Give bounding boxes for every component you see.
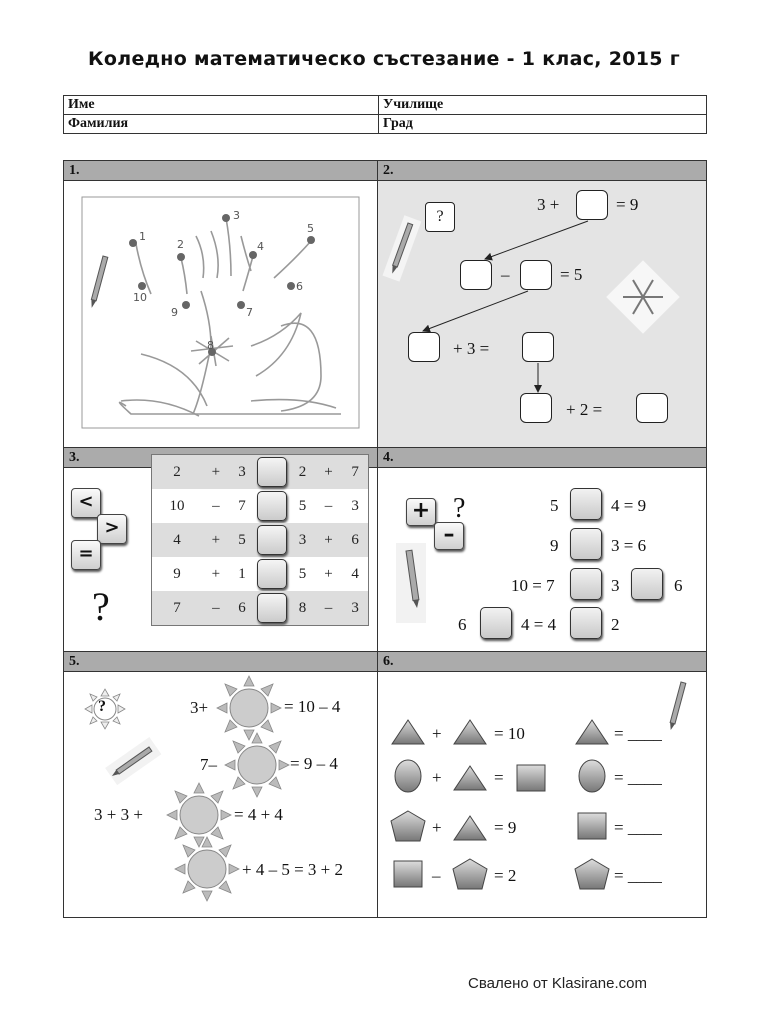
comparison-row — [152, 557, 369, 591]
equation-text: 10 = 7 — [511, 576, 555, 595]
answer-box[interactable] — [257, 593, 287, 623]
comparison-slot[interactable] — [254, 489, 290, 523]
comparison-value: 2 — [152, 455, 203, 490]
pentagon-icon — [453, 859, 487, 889]
equation-text: 3 + 3 + — [94, 805, 143, 824]
dot-label: 2 — [177, 238, 184, 251]
task-1 — [64, 161, 377, 447]
arrows — [378, 161, 706, 447]
dot-label: 10 — [133, 291, 147, 304]
answer-box[interactable] — [480, 607, 512, 639]
comparison-value: 5 — [230, 523, 254, 557]
equation-text: = 9 – 4 — [290, 754, 338, 773]
equation-text: 7– — [200, 755, 217, 774]
city-label: Град — [379, 115, 707, 134]
equation-text: + 2 = — [566, 400, 603, 419]
student-info-table — [63, 95, 707, 134]
triangle-icon — [454, 766, 486, 790]
equation-text: – — [501, 265, 510, 284]
comparison-value: – — [202, 591, 230, 626]
comparison-value: – — [212, 497, 220, 514]
comparison-value: 8 — [290, 591, 314, 626]
triangle-icon — [454, 816, 486, 840]
equation-text: 3+ — [190, 698, 209, 717]
triangle-icon — [576, 720, 608, 744]
minus-symbol[interactable]: – — [434, 522, 464, 550]
answer-box[interactable] — [570, 528, 602, 560]
comparison-value: 7 — [342, 455, 368, 490]
triangle-icon — [392, 720, 424, 744]
comparison-value: 3 — [351, 497, 359, 514]
comparison-row — [152, 523, 369, 557]
equation-text: 6 — [458, 615, 467, 634]
plus-symbol[interactable]: + — [406, 498, 436, 526]
dot-label: 5 — [307, 222, 314, 235]
circle-icon — [579, 760, 605, 792]
comparison-slot[interactable] — [254, 557, 290, 591]
question-mark: ? — [453, 493, 466, 524]
greater-than-symbol[interactable]: > — [97, 514, 127, 544]
sun-icon — [225, 733, 289, 797]
question-box: ? — [425, 202, 455, 232]
comparison-value: 5 — [298, 497, 307, 514]
pencil-icon — [396, 543, 426, 623]
equation-text: = 5 — [560, 265, 583, 284]
comparison-value: 6 — [230, 591, 254, 626]
dot-label: 7 — [246, 306, 253, 319]
equation-text: + — [432, 818, 442, 837]
task-number: 1. — [64, 161, 377, 181]
equation-text: 6 — [674, 576, 683, 595]
answer-box[interactable] — [257, 457, 287, 487]
task-number: 2. — [378, 161, 706, 181]
comparison-value: + — [202, 523, 230, 557]
comparison-row — [152, 489, 369, 523]
comparison-value: 3 — [290, 523, 314, 557]
triangle-icon — [454, 720, 486, 744]
comparison-value: – — [324, 497, 333, 514]
snowflake-icon — [606, 260, 680, 334]
question-mark: ? — [92, 584, 110, 629]
answer-box[interactable] — [257, 559, 287, 589]
equation-text: 9 — [550, 536, 559, 555]
equation-text: + 3 = — [453, 339, 490, 358]
comparison-row — [152, 591, 369, 626]
equation-text: 3 — [611, 576, 620, 595]
footer-source: Свалено от Klasirane.com — [468, 975, 647, 992]
comparison-slot[interactable] — [254, 591, 290, 626]
equation-text: = 4 + 4 — [234, 805, 283, 824]
square-icon — [517, 765, 545, 791]
answer-line[interactable]: = ____ — [614, 866, 662, 885]
comparison-value: 3 — [230, 455, 254, 490]
equation-text: 4 = 4 — [521, 615, 557, 634]
comparison-value: 10 — [169, 497, 185, 514]
dot-label: 1 — [139, 230, 146, 243]
equation-text: 4 = 9 — [611, 496, 647, 515]
task-5 — [64, 652, 377, 917]
comparison-slot[interactable] — [254, 455, 290, 490]
equation-text: + 4 – 5 = 3 + 2 — [242, 860, 344, 879]
answer-box[interactable] — [631, 568, 663, 600]
answer-box[interactable] — [570, 488, 602, 520]
comparison-value: 3 — [342, 591, 368, 626]
equation-text: – — [432, 866, 441, 885]
answer-line[interactable]: = ____ — [614, 724, 662, 743]
less-than-symbol[interactable]: < — [71, 488, 101, 518]
comparison-value: 5 — [298, 565, 307, 582]
sun-icon — [175, 837, 239, 901]
equation-text: = — [494, 768, 504, 787]
answer-box[interactable] — [570, 607, 602, 639]
comparison-value: – — [315, 591, 343, 626]
equation-text: 2 — [611, 615, 620, 634]
equation-text: = 9 — [494, 818, 517, 837]
surname-label: Фамилия — [64, 115, 379, 134]
comparison-value: + — [324, 565, 333, 582]
square-icon — [578, 813, 606, 839]
pentagon-icon — [575, 859, 609, 889]
pencil-icon — [383, 215, 422, 281]
equation-text: + — [432, 768, 442, 787]
comparison-value: 6 — [342, 523, 368, 557]
pencil-icon — [668, 682, 686, 731]
comparison-slot[interactable] — [254, 523, 290, 557]
task-6 — [378, 652, 706, 917]
flower-dot-puzzle — [81, 196, 361, 430]
pentagon-icon — [391, 811, 425, 841]
dot-label: 8 — [207, 339, 214, 352]
name-label: Име — [64, 96, 379, 115]
equation-text: + — [432, 724, 442, 743]
equation-text: 5 — [550, 496, 559, 515]
comparison-value: 1 — [238, 565, 246, 582]
comparison-value: 2 — [290, 455, 314, 490]
comparison-row — [152, 455, 369, 490]
equals-symbol[interactable]: = — [71, 540, 101, 570]
comparison-value: 4 — [152, 523, 203, 557]
comparison-table — [151, 454, 369, 626]
equation-text: = 2 — [494, 866, 517, 885]
equation-text: 3 + — [537, 195, 560, 214]
page-title: Коледно математическо състезание - 1 клас, 2015 г — [88, 48, 680, 70]
task-number: 6. — [378, 652, 706, 672]
equation-text: = 9 — [616, 195, 639, 214]
task-4 — [378, 448, 706, 651]
equation-text: 3 = 6 — [611, 536, 647, 555]
dot-label: 6 — [296, 280, 303, 293]
answer-line[interactable]: = ____ — [614, 768, 662, 787]
comparison-value: + — [315, 523, 343, 557]
tasks-grid — [63, 160, 707, 918]
dot-label: 3 — [233, 209, 240, 222]
comparison-value: 7 — [152, 591, 203, 626]
task-number: 4. — [378, 448, 706, 468]
pencil-icon — [105, 737, 161, 785]
task-number: 3. — [64, 448, 377, 468]
comparison-value: + — [202, 455, 230, 490]
comparison-value: + — [211, 565, 221, 582]
answer-box[interactable] — [257, 525, 287, 555]
equation-text: = 10 — [494, 724, 525, 743]
circle-icon — [395, 760, 421, 792]
equation-text: = 10 – 4 — [284, 697, 341, 716]
sun-icon — [167, 783, 231, 847]
answer-box[interactable] — [257, 491, 287, 521]
answer-box[interactable] — [570, 568, 602, 600]
school-label: Училище — [379, 96, 707, 115]
comparison-value: 7 — [238, 497, 246, 514]
dot-label: 4 — [257, 240, 264, 253]
square-icon — [394, 861, 422, 887]
task-3 — [64, 448, 377, 651]
dot-label: 9 — [171, 306, 178, 319]
question-mark: ? — [98, 698, 106, 715]
answer-line[interactable]: = ____ — [614, 818, 662, 837]
comparison-value: 4 — [351, 565, 359, 582]
task-2 — [378, 161, 706, 447]
comparison-value: 9 — [173, 565, 181, 582]
sun-icon — [217, 676, 281, 740]
comparison-value: + — [315, 455, 343, 490]
task-number: 5. — [64, 652, 377, 672]
